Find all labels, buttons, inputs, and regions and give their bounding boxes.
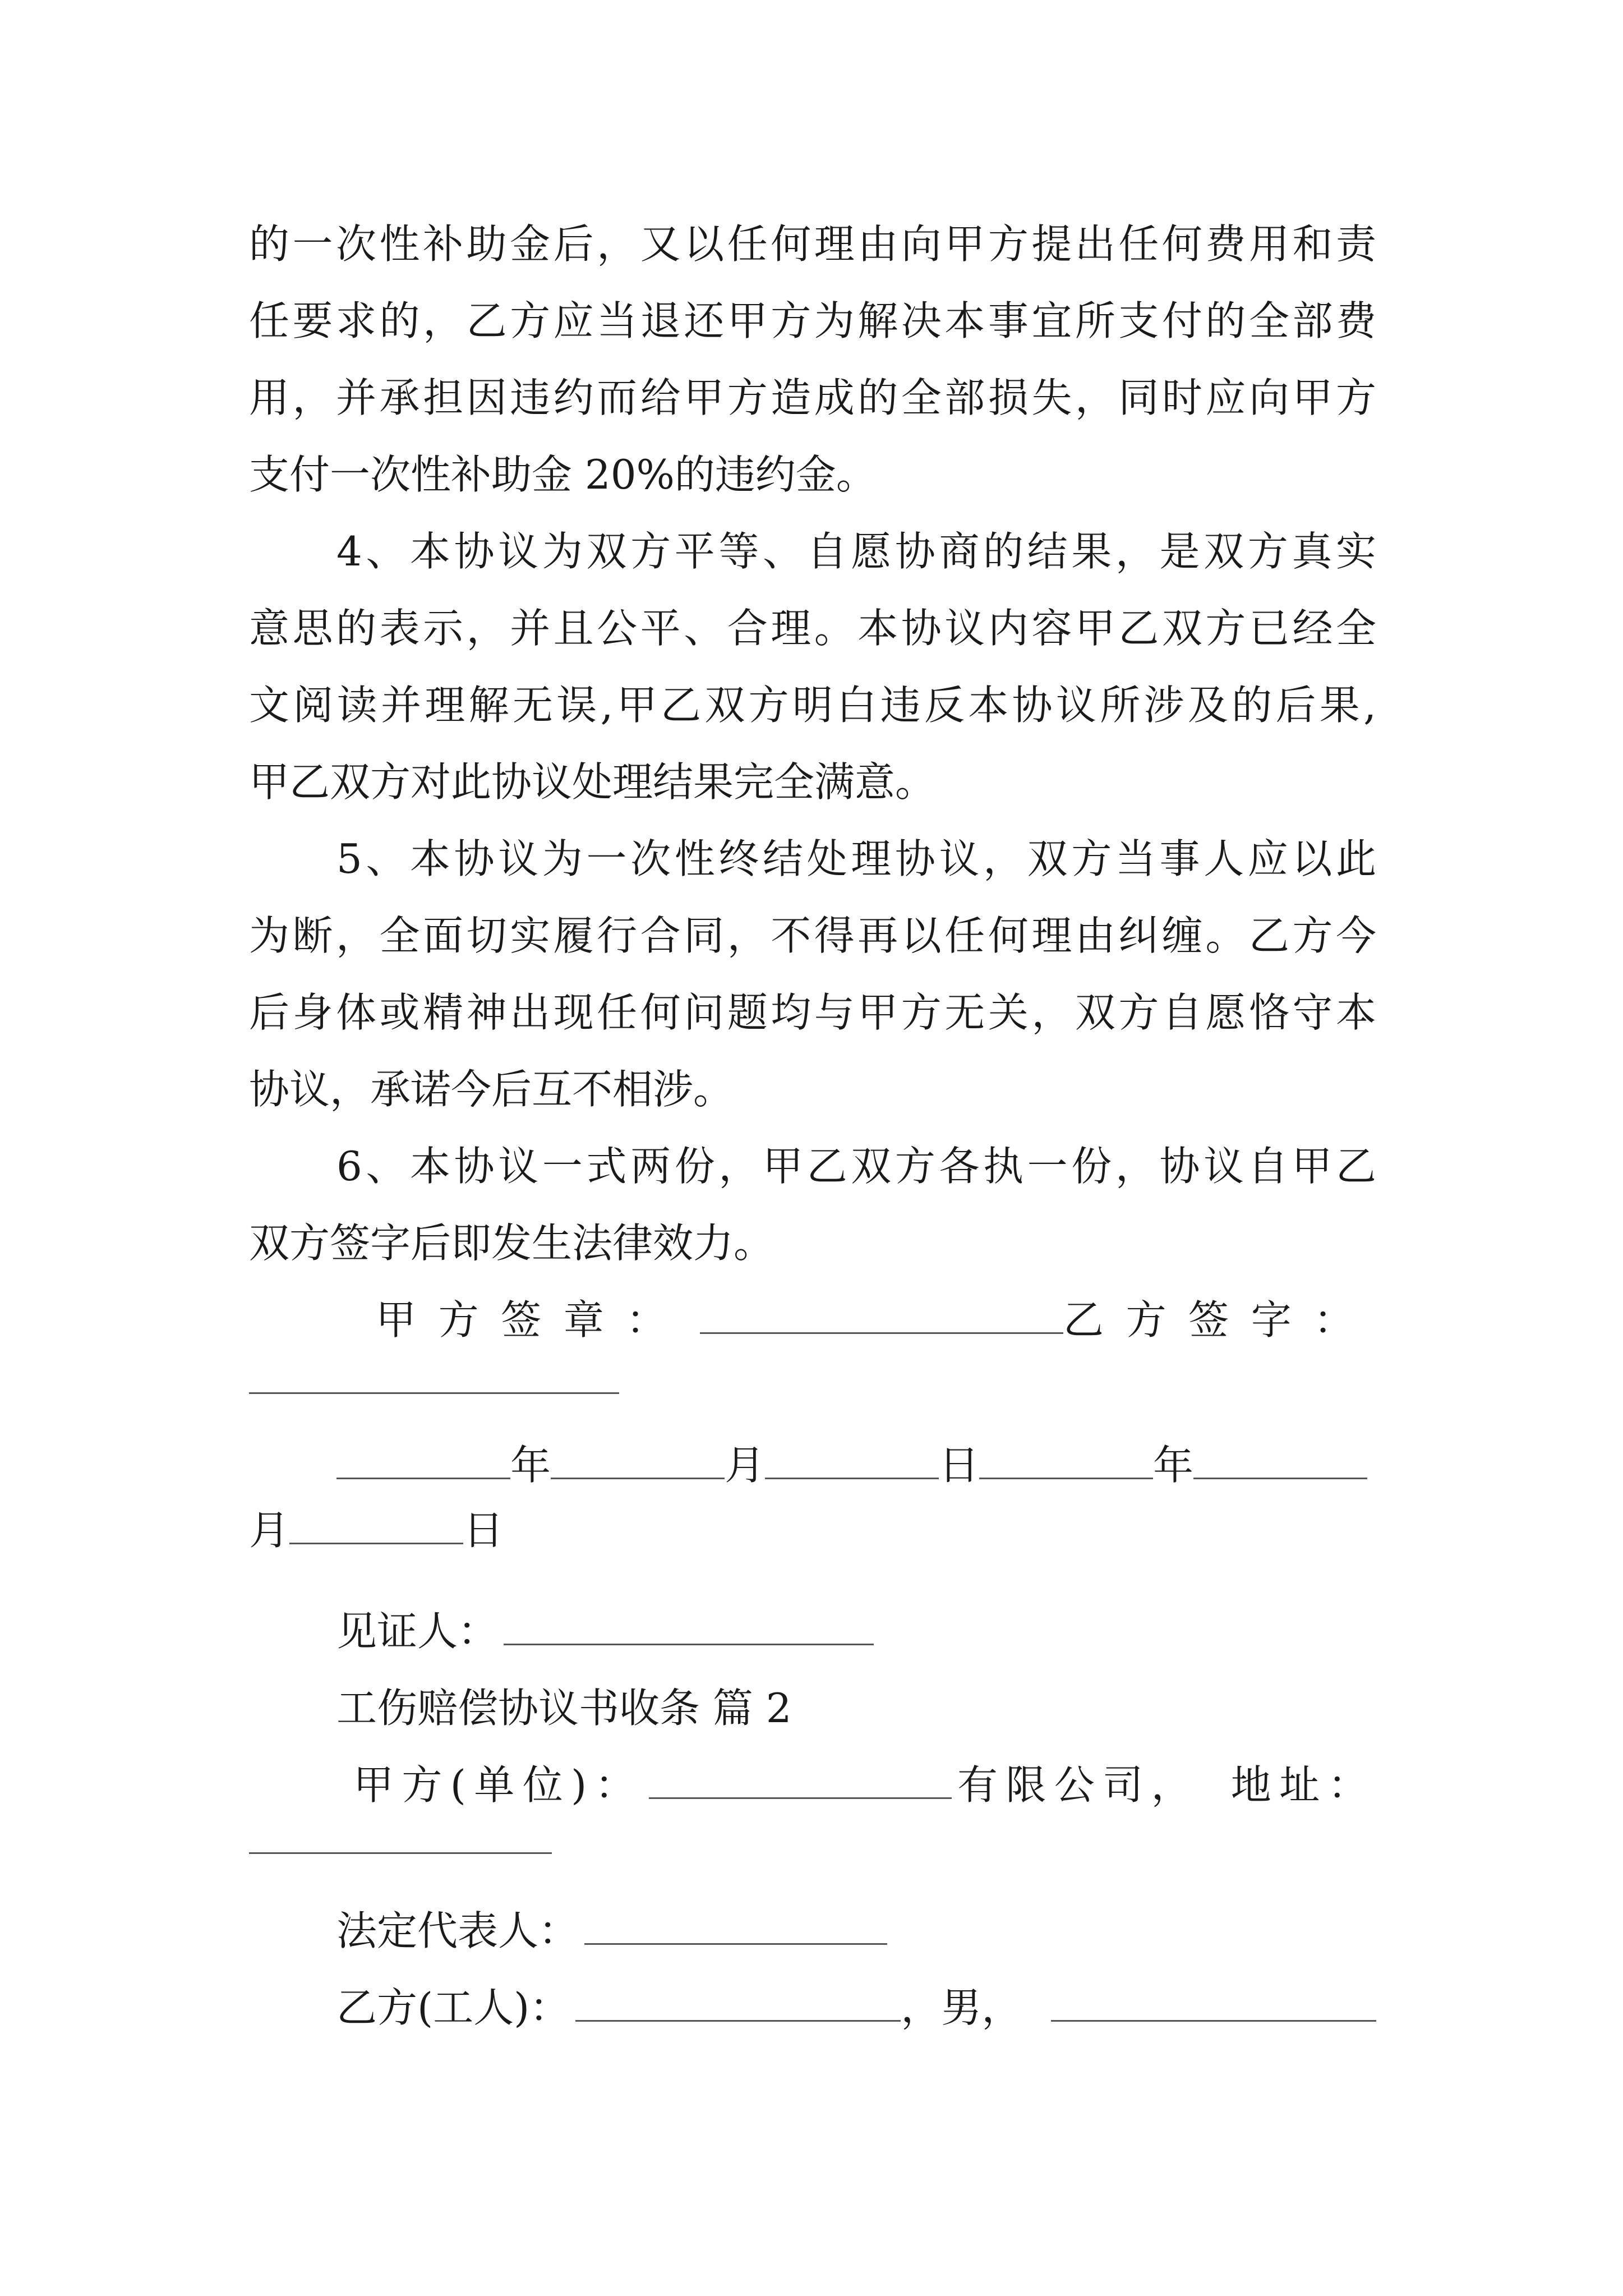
clause-6-line: 6、本协议一式两份，甲乙双方各执一份，协议自甲乙 [336, 1143, 1376, 1190]
party-a-unit-row [353, 1757, 1376, 1813]
clause-4-line: 意思的表示，并且公平、合理。本协议内容甲乙双方已经全 [249, 605, 1376, 652]
clause-6-line: 双方签字后即发生法律效力。 [249, 1220, 774, 1267]
clause-4-line: 文阅读并理解无误,甲乙双方明白违反本协议所涉及的后果, [249, 682, 1376, 729]
party-a-unit-label: 甲方(单位)： [353, 1761, 643, 1809]
clause-5-line: 为断，全面切实履行合同，不得再以任何理由纠缠。乙方今 [249, 912, 1376, 959]
paragraph-line: 的一次性补助金后，又以任何理由向甲方提出任何费用和责 [249, 220, 1376, 268]
day-label-a: 日 [939, 1442, 980, 1489]
year-blank-b[interactable] [979, 1441, 1153, 1479]
witness-row [336, 1603, 1376, 1659]
party-b-worker-label: 乙方(工人)： [336, 1984, 570, 2031]
year-blank-a[interactable] [336, 1441, 510, 1479]
witness-blank[interactable] [504, 1607, 874, 1645]
clause-5-line: 后身体或精神出现任何问题均与甲方无关，双方自愿恪守本 [249, 989, 1376, 1036]
company-suffix: 有限公司， [957, 1761, 1200, 1809]
signature-blank-row [249, 1352, 1376, 1408]
party-b-sign-label: 乙方签字： [1063, 1296, 1376, 1343]
address-blank[interactable] [249, 1816, 552, 1854]
month-blank-a[interactable] [551, 1441, 725, 1479]
address-label: 地址： [1230, 1761, 1376, 1809]
paragraph-line: 用，并承担因违约而给甲方造成的全部损失，同时应向甲方 [249, 374, 1376, 421]
clause-5-line: 协议，承诺今后互不相涉。 [249, 1066, 734, 1113]
clause-4-line: 甲乙双方对此协议处理结果完全满意。 [249, 758, 936, 806]
day-label-b: 日 [463, 1507, 504, 1554]
legal-rep-blank[interactable] [584, 1907, 887, 1945]
month-label-a: 月 [725, 1442, 766, 1489]
address-blank-row [249, 1812, 1376, 1868]
party-b-sign-blank[interactable] [249, 1356, 619, 1394]
year-label-a: 年 [510, 1442, 551, 1489]
party-a-sign-label: 甲方签章： [376, 1296, 689, 1343]
witness-label: 见证人： [336, 1608, 499, 1655]
day-blank-a[interactable] [765, 1441, 939, 1479]
year-label-b: 年 [1153, 1442, 1194, 1489]
party-b-worker-row [336, 1980, 1376, 2036]
signature-row [376, 1292, 1376, 1348]
day-blank-b[interactable] [289, 1506, 463, 1544]
month-blank-b[interactable] [1193, 1441, 1367, 1479]
worker-name-blank[interactable] [575, 1984, 901, 2022]
clause-5-line: 5、本协议为一次性终结处理协议，双方当事人应以此 [336, 835, 1376, 882]
party-a-sign-blank[interactable] [700, 1296, 1063, 1334]
worker-info-blank[interactable] [1051, 1984, 1376, 2022]
legal-rep-label: 法定代表人： [336, 1907, 579, 1954]
date-row [336, 1437, 1376, 1493]
company-name-blank[interactable] [649, 1761, 952, 1799]
paragraph-line: 任要求的，乙方应当退还甲方为解决本事宜所支付的全部费 [249, 297, 1376, 344]
worker-gender: ，男， [901, 1984, 1022, 2031]
month-label-b: 月 [249, 1507, 290, 1554]
date-row-2 [249, 1502, 1376, 1558]
clause-4-line: 4、本协议为双方平等、自愿协商的结果，是双方真实 [336, 528, 1376, 575]
section-title: 工伤赔偿协议书收条 篇 2 [336, 1685, 792, 1732]
paragraph-line: 支付一次性补助金 20%的违约金。 [249, 451, 877, 498]
legal-rep-row [336, 1903, 1376, 1959]
